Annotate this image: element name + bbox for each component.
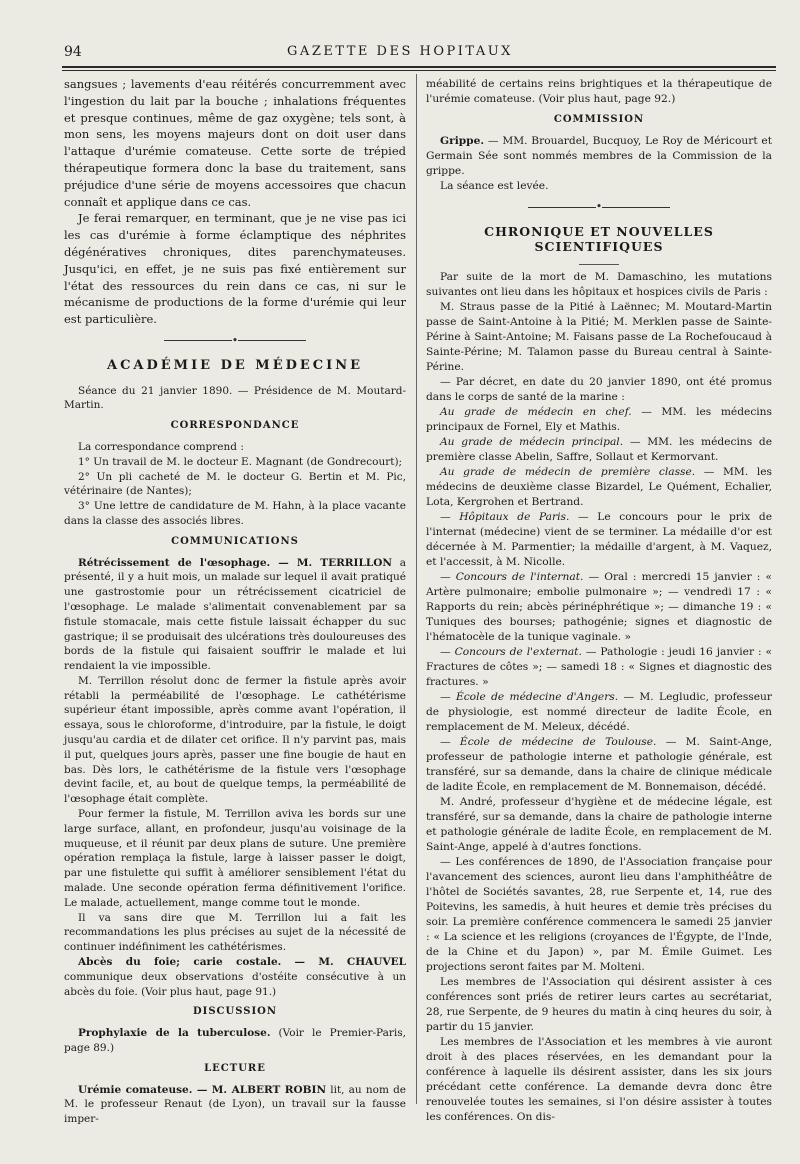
subsection-title-commission: COMMISSION	[553, 114, 645, 125]
short-rule	[579, 264, 619, 265]
lead-heading: Grippe.	[440, 134, 485, 147]
paragraph-text: — Oral : mercredi 15 janvier : « Artère pulmonaire; embolie pulmonaire »; — vendredi 17 : « Rapports du rein; abcès périnéphrétique »; — dimanche 19 : « Tuniques des bourses; pathogénie; signes et diagnostic de l'hématocèle de la tunique vaginale. »	[426, 570, 772, 643]
seance-line: Séance du 21 janvier 1890. — Présidence de M. Moutard-Martin.	[64, 384, 406, 412]
paragraph	[426, 404, 772, 434]
section-title-academie: ACADÉMIE DE MÉDECINE	[106, 357, 363, 373]
paragraph	[426, 569, 772, 644]
running-title: GAZETTE DES HOPITAUX	[287, 44, 513, 59]
paragraph: Les membres de l'Association qui désirent assister à ces conférences sont priés de retirer leurs cartes au secrétariat, 28, rue Serpente, de 9 heures du matin à cinq heures du soir, à partir du 15 janvier.	[426, 975, 772, 1033]
paragraph-text: — M. Legludic, professeur de physiologie, est nommé directeur de ladite École, en remplacement de M. Meleux, décédé.	[426, 690, 772, 733]
paragraph	[426, 689, 772, 734]
lead-italic: Au grade de médecin de première classe.	[440, 465, 696, 478]
left-column	[64, 76, 406, 1127]
lead-italic: — Concours de l'externat.	[440, 645, 582, 658]
paragraph: Je ferai remarquer, en terminant, que je ne vise pas ici les cas d'urémie à forme éclamptique des néphrites dégénératives chroniques, dites parenchymateuses. Jusqu'ici, en effet, je ne suis pas fixé entièrement sur l'état des ressources du rein dans ce cas, ni sur le mécanisme de productions de la forme d'urémie qui leur est particulière.	[64, 211, 406, 327]
paragraph	[64, 955, 406, 999]
paragraph-text: (Voir le Premier-Paris, page 89.)	[64, 1027, 406, 1055]
paragraph: méabilité de certains reins brightiques et la thérapeutique de l'urémie comateuse. (Voir plus haut, page 92.)	[426, 77, 772, 105]
lead-italic: Au grade de médecin principal.	[440, 435, 624, 448]
section-title-chronique: CHRONIQUE ET NOUVELLES SCIENTIFIQUES	[484, 224, 714, 254]
paragraph	[426, 464, 772, 509]
paragraph: M. André, professeur d'hygiène et de médecine légale, est transféré, sur sa demande, dans la chaire de pathologie interne et pathologie générale de ladite École, en remplacement de M. Saint-Ange, appelé à d'autres fonctions.	[426, 795, 772, 853]
paragraph	[64, 556, 406, 674]
lead-heading: Rétrécissement de l'œsophage. — M. TERRILLON	[78, 556, 392, 569]
lead-heading: Urémie comateuse. — M. ALBERT ROBIN	[78, 1083, 327, 1096]
list-item: 3° Une lettre de candidature de M. Hahn, à la place vacante dans la classe des associés libres.	[64, 500, 406, 527]
header-rule-thick	[62, 66, 776, 68]
lead-italic: — Hôpitaux de Paris.	[440, 510, 570, 523]
subsection-title-communications: COMMUNICATIONS	[171, 535, 299, 547]
paragraph-text: — M. Saint-Ange, professeur de pathologie interne et pathologie générale, est transféré, sur sa demande, dans la chaire de clinique médicale de ladite École, en remplacement de M. Bonnemaison, décédé.	[426, 735, 772, 793]
paragraph-text: — MM. les médecins principaux de Fornel, Ely et Mathis.	[426, 405, 772, 433]
paragraph-text: a présenté, il y a huit mois, un malade sur lequel il avait pratiqué une gastrostomie pour un rétrécissement cicatriciel de l'œsophage. Le malade s'alimentait convenablement par sa fistule stomacale, mais cette fistule laissait échapper du suc gastrique; il se produisait des ulcérations très douloureuses des bords de la fistule qui faisaient souffrir le malade et lui rendaient la vie impossible.	[64, 556, 406, 673]
lead-italic: — Concours de l'internat.	[440, 570, 584, 583]
paragraph-text: communique deux observations d'ostéite consécutive à un abcès du foie. (Voir plus haut, page 91.)	[64, 970, 406, 998]
paragraph-text: — MM. les médecins de deuxième classe Bizardel, Le Quément, Echalier, Lota, Kergrohen et Bertrand.	[426, 465, 772, 508]
lead-italic: — École de médecine de Toulouse.	[440, 735, 657, 748]
paragraph: M. Straus passe de la Pitié à Laënnec; M. Moutard-Martin passe de Saint-Antoine à la Pitié; M. Merklen passe de Sainte-Périne à Saint-Antoine; M. Faisans passe de La Rochefoucaud à Sainte-Périne; M. Talamon passe du Bureau central à Sainte-Périne.	[426, 300, 772, 373]
subsection-title-discussion: DISCUSSION	[192, 1006, 277, 1018]
paragraph	[64, 1026, 406, 1056]
subsection-title-lecture: LECTURE	[204, 1062, 266, 1074]
paragraph	[426, 734, 772, 794]
paragraph	[426, 644, 772, 689]
header-rule-thin	[62, 70, 776, 71]
lead-heading: Abcès du foie; carie costale. — M. CHAUVEL	[78, 956, 406, 969]
column-separator	[416, 74, 417, 1104]
paragraph	[426, 133, 772, 178]
paragraph: sangsues ; lavements d'eau réitérés concurremment avec l'ingestion du lait par la bouche ; inhalations fréquentes et presque continues, même de gaz oxygène; tels sont, à mon sens, les moyens majeurs dont on doit user dans l'attaque d'urémie comateuse. Cette sorte de trépied thérapeutique formera donc la base du traitement, sans préjudice d'une série de moyens accessoires que chacun connaît et applique dans ce cas.	[64, 77, 406, 209]
paragraph: M. Terrillon résolut donc de fermer la fistule après avoir rétabli la perméabilité de l'œsophage. Le cathétérisme supérieur étant impossible, après comme avant l'opération, il essaya, sous le chloroforme, d'introduire, par la fistule, le doigt jusqu'au cardia et de dilater cet orifice. Il n'y parvint pas, mais il put, quelques jours après, passer une fine bougie de haut en bas. Dès lors, le cathétérisme de la fistule vers l'œsophage devint facile, et, au bout de quelque temps, la perméabilité de l'œsophage était complète.	[64, 674, 406, 806]
paragraph: Les membres de l'Association et les membres à vie auront droit à des places réservées, en les demandant pour la conférence à laquelle ils désirent assister, dans les six jours précédant cette conférence. La demande devra donc être renouvelée toutes les semaines, si l'on désire assister à toutes les conférences. On dis-	[426, 1035, 772, 1123]
paragraph-text: lit, au nom de M. le professeur Renaut (de Lyon), un travail sur la fausse imper-	[64, 1083, 406, 1126]
lead-heading: Prophylaxie de la tuberculose.	[78, 1027, 271, 1040]
paragraph-text: — Pathologie : jeudi 16 janvier : « Fractures de côtes »; — samedi 18 : « Signes et diagnostic des fractures. »	[426, 645, 772, 688]
list-item: 2° Un pli cacheté de M. le docteur G. Bertin et M. Pic, vétérinaire (de Nantes);	[64, 470, 406, 498]
paragraph: — Les conférences de 1890, de l'Association française pour l'avancement des sciences, auront lieu dans l'amphithéâtre de l'hôtel de Sociétés savantes, 28, rue Serpente et, 14, rue des Poitevins, les samedis, à huit heures et demie très précises du soir. La première conférence commencera le samedi 25 janvier : « La science et les religions (croyances de l'Égypte, de l'Inde, de la Chine et du Japon) », par M. Émile Guimet. Les projections seront faites par M. Molteni.	[426, 855, 772, 973]
lead-italic: — École de médecine d'Angers.	[440, 690, 619, 703]
subsection-title-correspondance: CORRESPONDANCE	[170, 420, 300, 432]
paragraph-text: — MM. les médecins de première classe Abelin, Saffre, Sollaut et Kermorvant.	[426, 435, 772, 463]
paragraph: La séance est levée.	[440, 179, 549, 192]
ornament-divider: •	[64, 334, 406, 349]
lead-italic: Au grade de médecin en chef.	[440, 405, 632, 418]
paragraph	[426, 509, 772, 569]
ornament-divider: •	[426, 199, 772, 214]
paragraph: La correspondance comprend :	[78, 440, 244, 453]
page-number: 94	[64, 44, 82, 60]
paragraph: — Par décret, en date du 20 janvier 1890, ont été promus dans le corps de santé de la marine :	[426, 375, 772, 403]
paragraph	[64, 1083, 406, 1127]
paragraph: Par suite de la mort de M. Damaschino, les mutations suivantes ont lieu dans les hôpitaux et hospices civils de Paris :	[426, 270, 772, 298]
list-item: 1° Un travail de M. le docteur E. Magnant (de Gondrecourt);	[78, 455, 403, 468]
paragraph: Il va sans dire que M. Terrillon lui a fait les recommandations les plus précises au sujet de la nécessité de continuer indéfiniment les cathétérismes.	[64, 911, 406, 954]
paragraph-text: — Le concours pour le prix de l'internat (médecine) vient de se terminer. La médaille d'or est décernée à M. Parmentier; la médaille d'argent, à M. Vaquez, et l'accessit, à M. Nicolle.	[426, 510, 772, 568]
paragraph-text: — MM. Brouardel, Bucquoy, Le Roy de Méricourt et Germain Sée sont nommés membres de la Commission de la grippe.	[426, 134, 772, 177]
paragraph: Pour fermer la fistule, M. Terrillon aviva les bords sur une large surface, allant, en profondeur, jusqu'au voisinage de la muqueuse, et il réunit par deux plans de suture. Une première opération remplaça la fistule, large à laisser passer le doigt, par une fistulette qui suffit à améliorer sensiblement l'état du malade. Une seconde opération ferma définitivement l'orifice. Le malade, actuellement, mange comme tout le monde.	[64, 808, 406, 909]
paragraph	[426, 434, 772, 464]
right-column	[426, 76, 772, 1124]
